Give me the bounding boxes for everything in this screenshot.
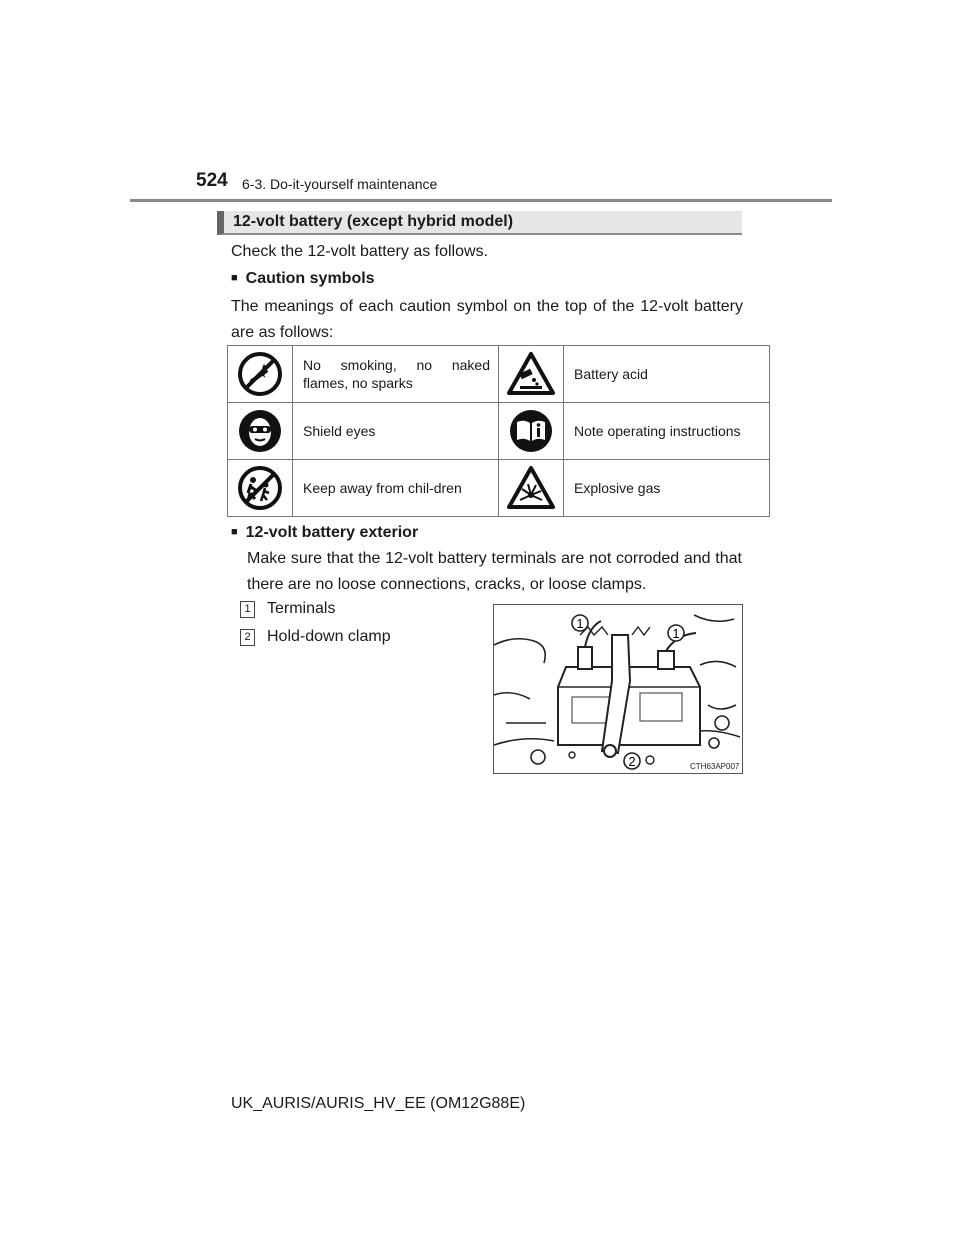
symbol-label: Explosive gas [564,460,770,517]
battery-exterior-description: Make sure that the 12-volt battery terminals are not corroded and that there are no loose connections, cracks, or loose clamps. [247,550,742,593]
subsection-heading: 12-volt battery (except hybrid model) [217,211,742,235]
table-row [228,346,770,403]
symbol-cell [228,403,293,460]
symbol-label: Battery acid [564,346,770,403]
table-row [228,403,770,460]
no-smoking-icon [237,351,283,397]
footer-model-code: UK_AURIS/AURIS_HV_EE (OM12G88E) [231,1095,526,1112]
illustration-code: CTH63AP007 [690,762,740,771]
symbol-cell [499,346,564,403]
symbol-label: No smoking, no naked flames, no sparks [293,346,499,403]
legend-item-terminals [240,600,335,619]
symbol-label: Note operating instructions [564,403,770,460]
page-number: 524 [196,170,228,191]
table-row [228,460,770,517]
symbol-cell [228,346,293,403]
callout-terminal-left: 1 [576,616,584,631]
symbol-label: Shield eyes [293,403,499,460]
caution-description: The meanings of each caution symbol on the top of the 12-volt battery are as follows: [231,298,743,341]
header-divider [130,199,832,202]
intro-text: Check the 12-volt battery as follows. [231,243,489,260]
shield-eyes-icon [237,408,283,454]
caution-symbols-heading: ■ Caution symbols [231,266,375,293]
callout-number: 2 [240,629,255,646]
callout-number: 1 [240,601,255,618]
symbol-cell [228,460,293,517]
keep-away-children-icon [237,465,283,511]
battery-exterior-heading: ■ 12-volt battery exterior [231,520,418,547]
legend-label: Terminals [267,600,336,617]
battery-acid-icon [506,351,556,397]
explosive-gas-icon [506,465,556,511]
operating-instructions-icon [508,408,554,454]
symbol-label: Keep away from chil-dren [293,460,499,517]
symbol-cell [499,460,564,517]
section-title: 6-3. Do-it-yourself maintenance [242,176,438,192]
legend-item-hold-down-clamp [240,628,391,647]
legend-label: Hold-down clamp [267,628,391,645]
callout-terminal-right: 1 [672,626,680,641]
battery-illustration [493,604,743,774]
callout-clamp: 2 [628,754,636,769]
caution-symbols-table [227,345,770,517]
symbol-cell [499,403,564,460]
